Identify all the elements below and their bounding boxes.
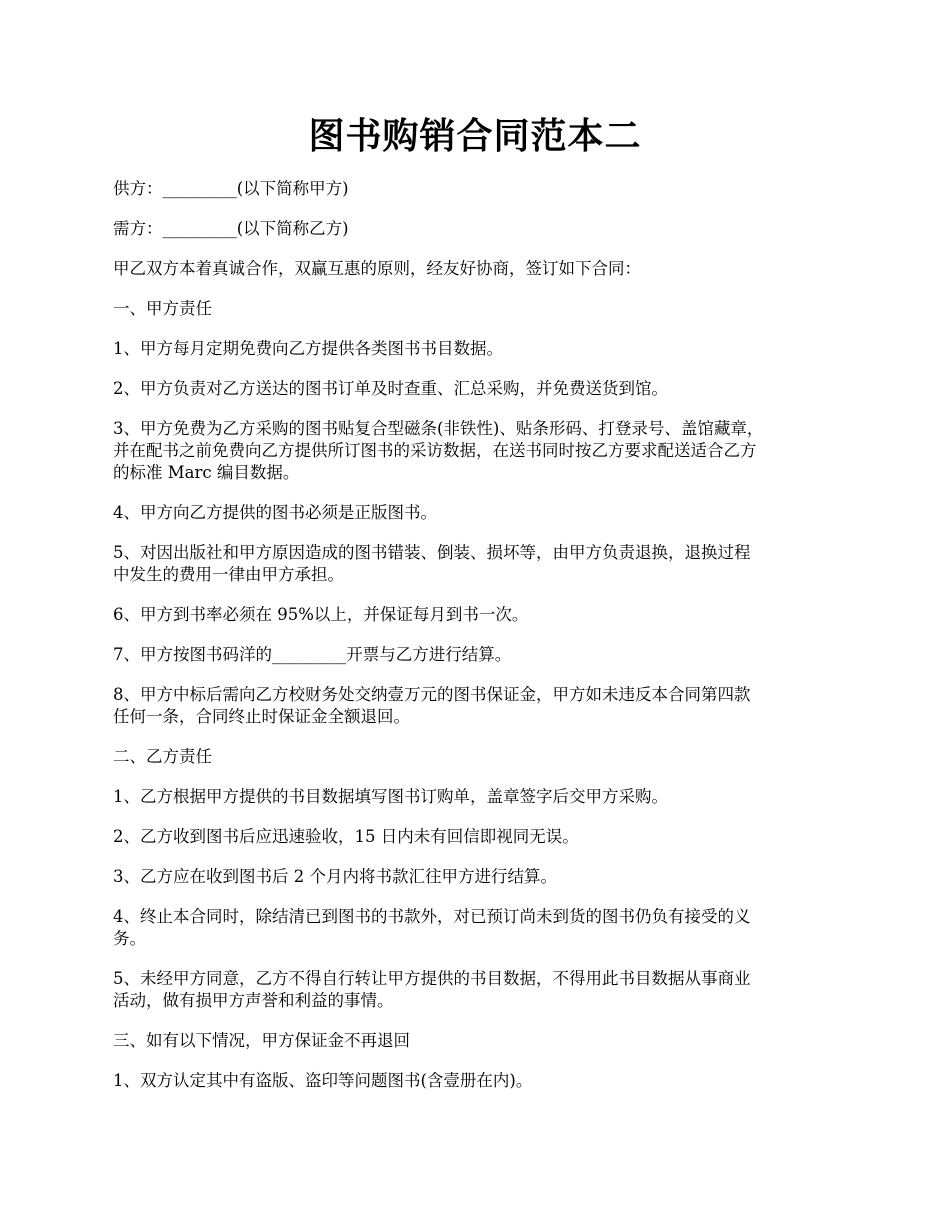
clause-a-7: 7、甲方按图书码洋的_________开票与乙方进行结算。 <box>113 645 512 664</box>
clause-a-3: 3、甲方免费为乙方采购的图书贴复合型磁条(非铁性)、贴条形码、打登录号、盖馆藏章， 并在配书之前免费向乙方提供所订图书的采访数据，在送书同时按乙方要求配送适合乙方 的标准 Marc 编目数据。 <box>113 419 764 482</box>
document-title: 图书购销合同范本二 <box>308 115 642 157</box>
buyer-line: 需方：_________(以下简称乙方) <box>113 219 349 238</box>
clause-b-3: 3、乙方应在收到图书后 2 个月内将书款汇往甲方进行结算。 <box>113 867 557 886</box>
section-heading-party-b: 二、乙方责任 <box>113 747 212 766</box>
clause-b-1: 1、乙方根据甲方提供的书目数据填写图书订购单，盖章签字后交甲方采购。 <box>113 787 668 806</box>
supplier-line: 供方：_________(以下简称甲方) <box>113 179 349 198</box>
clause-a-2: 2、甲方负责对乙方送达的图书订单及时查重、汇总采购，并免费送货到馆。 <box>113 379 668 398</box>
clause-a-4: 4、甲方向乙方提供的图书必须是正版图书。 <box>113 503 437 522</box>
section-heading-party-a: 一、甲方责任 <box>113 299 212 318</box>
document-body <box>113 178 833 1110</box>
clause-b-2: 2、乙方收到图书后应迅速验收，15 日内未有回信即视同无误。 <box>113 827 579 846</box>
clause-a-6: 6、甲方到书率必须在 95%以上，并保证每月到书一次。 <box>113 605 529 624</box>
clause-b-4: 4、终止本合同时，除结清已到图书的书款外，对已预订尚未到货的图书仍负有接受的义 务。 <box>113 907 751 948</box>
clause-a-5: 5、对因出版社和甲方原因造成的图书错装、倒装、损坏等，由甲方负责退换，退换过程 中发生的费用一律由甲方承担。 <box>113 543 751 584</box>
clause-c-1: 1、双方认定其中有盗版、盗印等问题图书(含壹册在内)。 <box>113 1071 533 1090</box>
preamble: 甲乙双方本着真诚合作，双赢互惠的原则，经友好协商，签订如下合同： <box>113 259 641 278</box>
clause-a-1: 1、甲方每月定期免费向乙方提供各类图书书目数据。 <box>113 339 503 358</box>
clause-b-5: 5、未经甲方同意，乙方不得自行转让甲方提供的书目数据，不得用此书目数据从事商业 活动，做有损甲方声誉和利益的事情。 <box>113 969 751 1010</box>
section-heading-deposit: 三、如有以下情况，甲方保证金不再退回 <box>113 1031 410 1050</box>
clause-a-8: 8、甲方中标后需向乙方校财务处交纳壹万元的图书保证金，甲方如未违反本合同第四款 任何一条，合同终止时保证金全额退回。 <box>113 685 751 726</box>
